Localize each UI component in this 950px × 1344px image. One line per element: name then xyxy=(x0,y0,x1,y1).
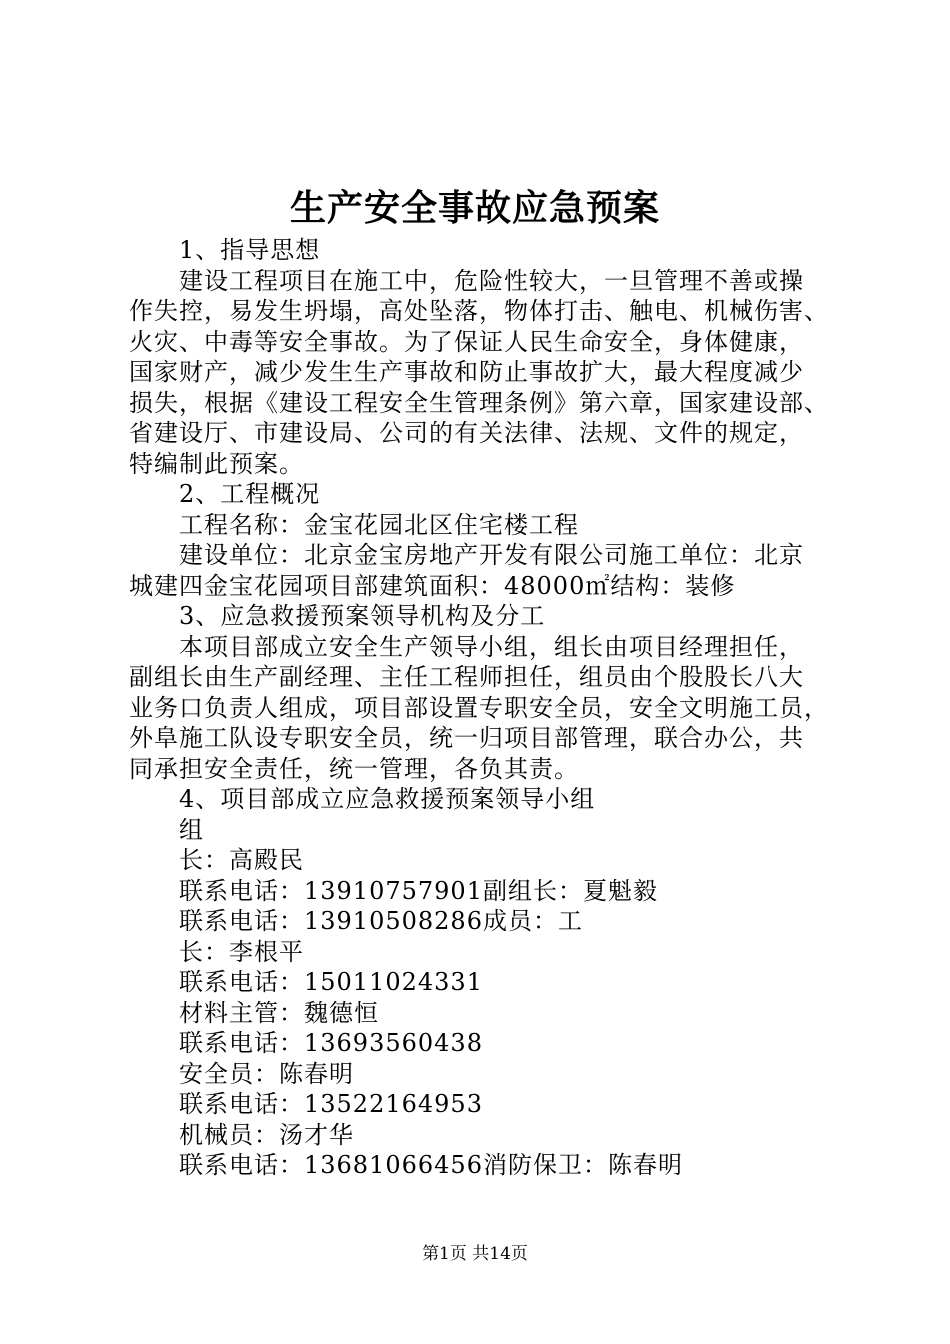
body-line: 联系电话：13910508286成员：工 xyxy=(179,907,583,935)
body-line: 损失，根据《建设工程安全生管理条例》第六章，国家建设部、 xyxy=(129,388,829,417)
body-line: 业务口负责人组成，项目部设置专职安全员，安全文明施工员， xyxy=(129,693,829,722)
document-body xyxy=(129,235,829,1181)
body-line: 长：高殿民 xyxy=(179,846,304,874)
body-line: 本项目部成立安全生产领导小组，组长由项目经理担任， xyxy=(179,632,804,661)
body-line: 火灾、中毒等安全事故。为了保证人民生命安全，身体健康， xyxy=(129,327,804,356)
body-line: 作失控，易发生坍塌，高处坠落，物体打击、触电、机械伤害、 xyxy=(129,297,829,325)
body-line: 3、应急救援预案领导机构及分工 xyxy=(179,602,546,630)
page-footer: 第1页 共14页 xyxy=(422,1244,528,1264)
body-line: 安全员：陈春明 xyxy=(179,1059,354,1088)
body-line: 省建设厅、市建设局、公司的有关法律、法规、文件的规定， xyxy=(129,419,804,447)
body-line: 2、工程概况 xyxy=(179,480,321,508)
body-line: 联系电话：13522164953 xyxy=(179,1090,483,1118)
body-line: 特编制此预案。 xyxy=(129,449,304,478)
body-line: 工程名称：金宝花园北区住宅楼工程 xyxy=(179,510,579,539)
body-line: 组 xyxy=(179,815,204,844)
body-line: 联系电话：13681066456消防保卫：陈春明 xyxy=(179,1151,683,1179)
body-line: 1、指导思想 xyxy=(179,236,321,264)
body-line: 长：李根平 xyxy=(179,937,304,966)
body-line: 建设单位：北京金宝房地产开发有限公司施工单位：北京 xyxy=(179,541,804,569)
body-line: 建设工程项目在施工中，危险性较大，一旦管理不善或操 xyxy=(179,266,804,295)
body-line: 外阜施工队设专职安全员，统一归项目部管理，联合办公，共 xyxy=(129,724,804,752)
body-line: 4、项目部成立应急救援预案领导小组 xyxy=(179,785,596,813)
body-line: 国家财产，减少发生生产事故和防止事故扩大，最大程度减少 xyxy=(129,358,804,386)
body-line: 联系电话：15011024331 xyxy=(179,968,483,996)
body-line: 副组长由生产副经理、主任工程师担任，组员由个股股长八大 xyxy=(129,663,804,691)
body-line: 机械员：汤才华 xyxy=(179,1120,354,1149)
body-line: 联系电话：13910757901副组长：夏魁毅 xyxy=(179,876,658,905)
body-line: 同承担安全责任，统一管理，各负其责。 xyxy=(129,754,579,783)
body-line: 城建四金宝花园项目部建筑面积：48000㎡结构：装修 xyxy=(129,571,736,600)
document-title: 生产安全事故应急预案 xyxy=(289,187,660,229)
body-line: 联系电话：13693560438 xyxy=(179,1029,483,1057)
body-line: 材料主管：魏德恒 xyxy=(179,998,379,1027)
